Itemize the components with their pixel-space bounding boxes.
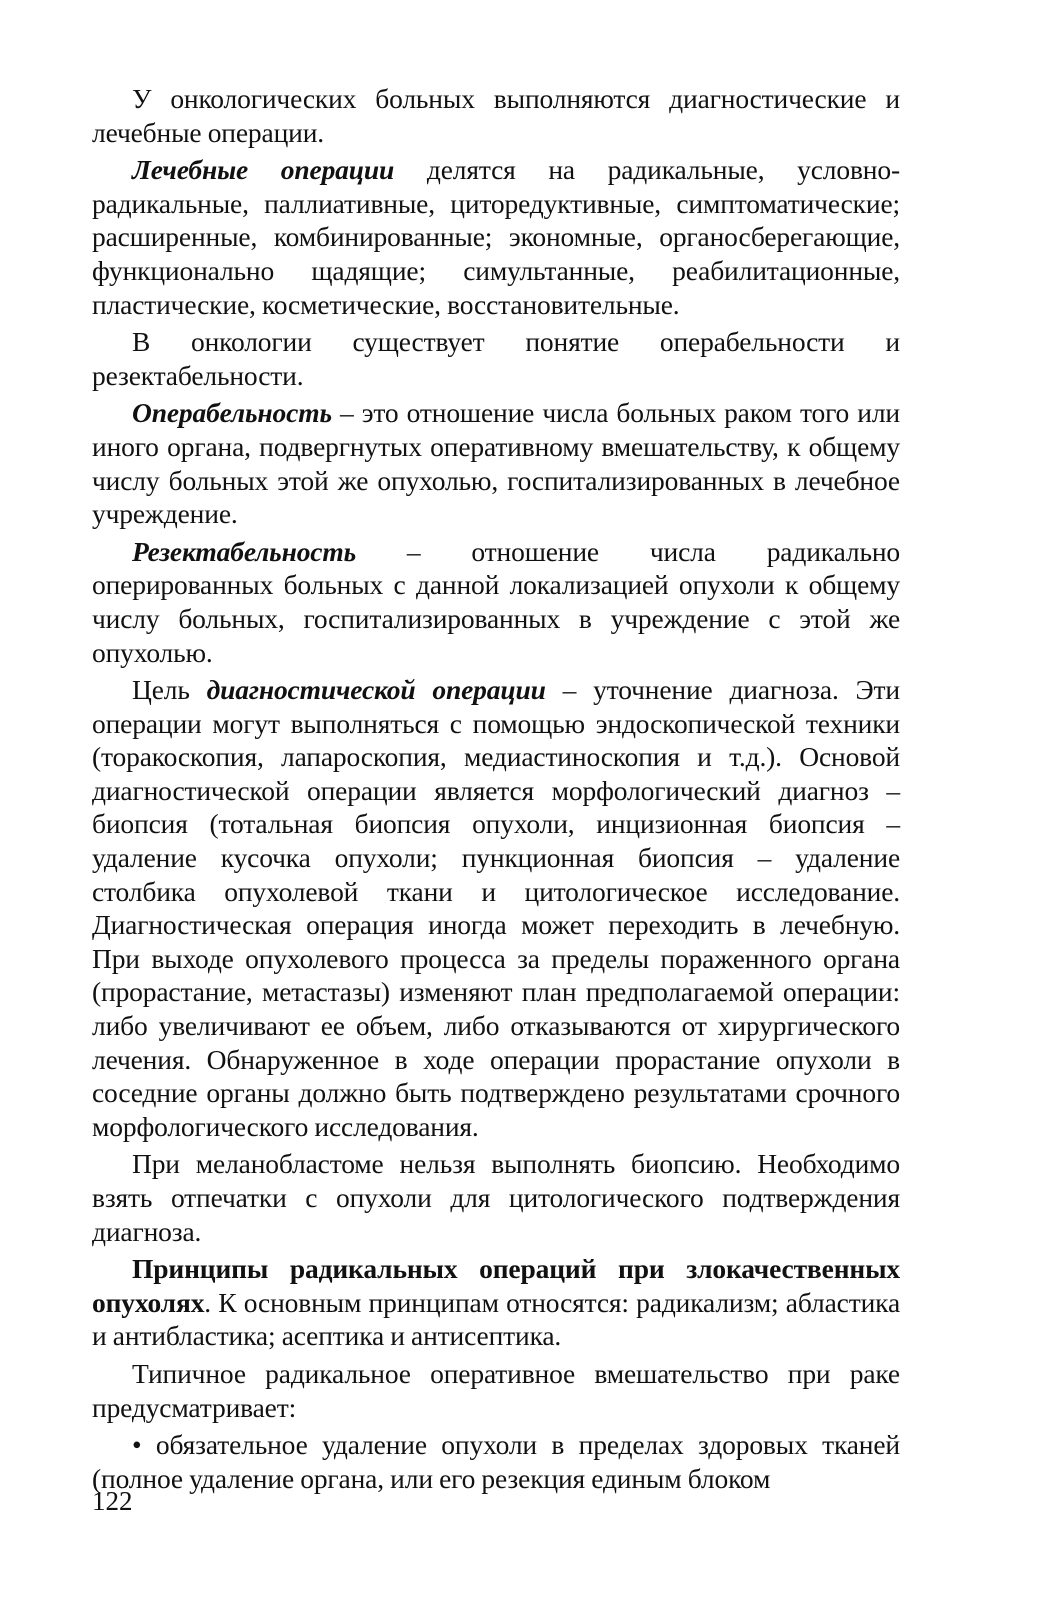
- term-operability: Операбельность: [132, 397, 332, 429]
- term-resectability: Резектабельность: [132, 535, 357, 567]
- paragraph-text: У онкологических больных выполняются диагностические и лечебные операции.: [92, 83, 900, 148]
- paragraph-operability: [92, 396, 900, 530]
- paragraph-text: • обязательное удаление опухоли в пределах здоровых тканей (полное удаление органа, или его резекция единым блоком: [92, 1429, 900, 1494]
- paragraph-text: Типичное радикальное оперативное вмешательство при раке предусматривает:: [92, 1357, 900, 1423]
- paragraph-radical-principles: [92, 1252, 900, 1353]
- page-number: 122: [92, 1486, 133, 1516]
- paragraph-text: делятся на радикальные, условно-радикальные, паллиативные, циторедуктивные, симптоматические; расширенные, комбинированные; экономные, органосберегающие, функционально щадящие; симультанные, реабилитационные, пластические, косметические, восстановительные.: [92, 154, 900, 320]
- paragraph-typical-intervention: [92, 1357, 900, 1424]
- paragraph-treatment-operations: [92, 153, 900, 321]
- paragraph-operability-concept: [92, 325, 900, 392]
- paragraph-resectability: [92, 535, 900, 669]
- paragraph-intro: [92, 82, 900, 149]
- paragraph-diagnostic-operation: [92, 673, 900, 1143]
- paragraph-text: – уточнение диагноза. Эти операции могут выполняться с помощью эндоскопической техники (торакоскопия, лапароскопия, медиастиноскопия и т.д.). Основой диагностической операции является морфологический диагноз – биопсия (тотальная биопсия опухоли, инцизионная биопсия – удаление кусочка опухоли; пункционная биопсия – удаление столбика опухолевой ткани и цитологическое исследование. Диагностическая операция иногда может переходить в лечебную. При выходе опухолевого процесса за пределы пораженного органа (прорастание, метастазы) изменяют план предполагаемой операции: либо увеличивают ее объем, либо отказываются от хирургического лечения. Обнаруженное в ходе операции прорастание опухоли в соседние органы должно быть подтверждено результатами срочного морфологического исследования.: [92, 674, 900, 1142]
- paragraph-melanoblastoma: [92, 1147, 900, 1248]
- term-diagnostic-operation: диагностической операции: [206, 674, 546, 706]
- term-radical-principles: Принципы радикальных операций при злокачественных опухолях: [92, 1253, 900, 1318]
- body-text: [92, 82, 900, 1499]
- paragraph-text: – отношение числа радикально оперированных больных с данной локализацией опухоли к общему числу больных, госпитализированных в учреждение с этой же опухолью.: [92, 535, 900, 668]
- paragraph-text: При меланобластоме нельзя выполнять биопсию. Необходимо взять отпечатки с опухоли для цитологического подтверждения диагноза.: [92, 1148, 900, 1247]
- bullet-item: [92, 1428, 900, 1495]
- paragraph-text: – это отношение числа больных раком того или иного органа, подвергнутых оперативному вмешательству, к общему числу больных этой же опухолью, госпитализированных в лечебное учреждение.: [92, 397, 900, 530]
- paragraph-text: Цель: [132, 674, 207, 706]
- paragraph-text: . К основным принципам относятся: радикализм; абластика и антибластика; асептика и антисептика.: [92, 1286, 900, 1352]
- term-treatment-operations: Лечебные операции: [132, 154, 395, 186]
- paragraph-text: В онкологии существует понятие операбельности и резектабельности.: [92, 326, 900, 391]
